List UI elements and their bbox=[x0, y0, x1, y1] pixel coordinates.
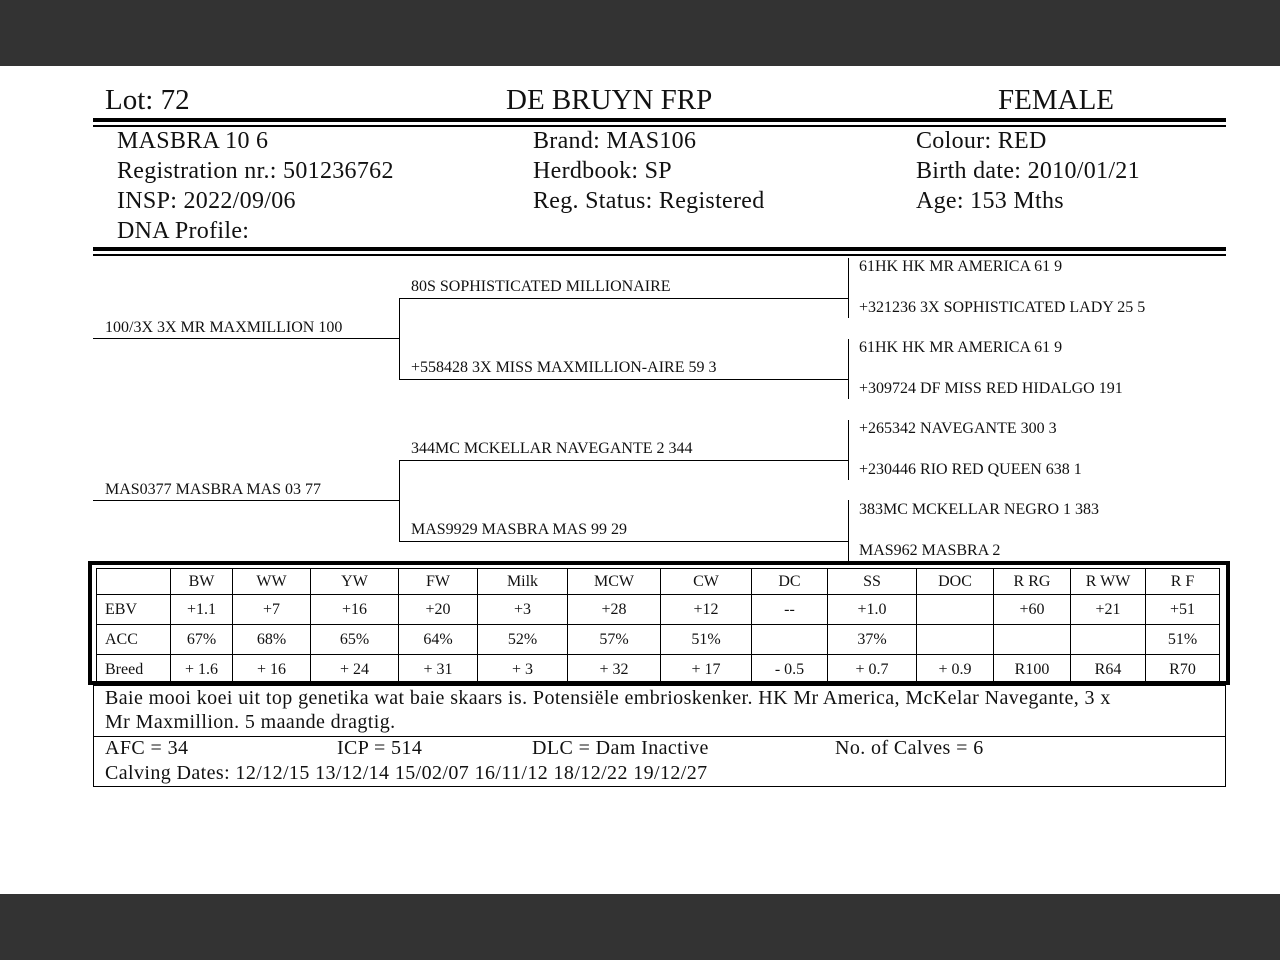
acc-cell: 37% bbox=[828, 625, 917, 655]
ebv-cell: -- bbox=[752, 595, 828, 625]
registration-status: Reg. Status: Registered bbox=[533, 188, 765, 214]
pedigree-great-grandparent: 61HK HK MR AMERICA 61 9 bbox=[859, 258, 1063, 275]
pedigree-great-grandparent: +309724 DF MISS RED HIDALGO 191 bbox=[859, 380, 1123, 397]
breed-cell: + 32 bbox=[568, 655, 661, 685]
ebv-cell: +1.1 bbox=[171, 595, 233, 625]
breed-cell: R70 bbox=[1146, 655, 1220, 685]
brand: Brand: MAS106 bbox=[533, 128, 697, 154]
ebv-cell: +20 bbox=[399, 595, 478, 625]
header-rule-thin bbox=[93, 125, 1226, 127]
breed-cell: + 16 bbox=[233, 655, 311, 685]
ebv-header-cell: CW bbox=[661, 569, 752, 595]
pedigree-dam-dam: MAS9929 MASBRA MAS 99 29 bbox=[411, 521, 628, 538]
acc-row bbox=[97, 625, 1220, 655]
breed-row-label: Breed bbox=[97, 655, 171, 685]
acc-cell: 68% bbox=[233, 625, 311, 655]
ebv-cell: +28 bbox=[568, 595, 661, 625]
info-rule-thin bbox=[93, 254, 1226, 256]
pedigree-great-grandparent: +265342 NAVEGANTE 300 3 bbox=[859, 420, 1057, 437]
breed-cell: - 0.5 bbox=[752, 655, 828, 685]
breed-cell: + 0.9 bbox=[917, 655, 994, 685]
ebv-header-cell: BW bbox=[171, 569, 233, 595]
ebv-cell: +3 bbox=[478, 595, 568, 625]
top-letterbox-bar bbox=[0, 0, 1280, 66]
pedigree-sire-sire: 80S SOPHISTICATED MILLIONAIRE bbox=[411, 278, 671, 295]
sex-label: FEMALE bbox=[998, 84, 1114, 116]
dna-profile: DNA Profile: bbox=[117, 218, 250, 244]
acc-cell: 52% bbox=[478, 625, 568, 655]
ebv-header-row bbox=[97, 569, 1220, 595]
info-rule-thick bbox=[93, 247, 1226, 251]
acc-cell: 64% bbox=[399, 625, 478, 655]
ebv-cell: +16 bbox=[311, 595, 399, 625]
comment-line-2: Mr Maxmillion. 5 maande dragtig. bbox=[105, 711, 396, 733]
pedigree-great-grandparent: 61HK HK MR AMERICA 61 9 bbox=[859, 339, 1063, 356]
breed-cell: + 0.7 bbox=[828, 655, 917, 685]
ebv-header-cell: DOC bbox=[917, 569, 994, 595]
ebv-cell: +1.0 bbox=[828, 595, 917, 625]
ebv-cell: +12 bbox=[661, 595, 752, 625]
ebv-header-cell: Milk bbox=[478, 569, 568, 595]
dlc-value: DLC = Dam Inactive bbox=[532, 737, 709, 759]
pedigree-sire-dam: +558428 3X MISS MAXMILLION-AIRE 59 3 bbox=[411, 359, 717, 376]
lot-number: Lot: 72 bbox=[105, 84, 190, 116]
icp-value: ICP = 514 bbox=[337, 737, 423, 759]
calving-dates: Calving Dates: 12/12/15 13/12/14 15/02/07 16/11/12 18/12/22 19/12/27 bbox=[105, 762, 708, 784]
breed-cell: R64 bbox=[1071, 655, 1146, 685]
ebv-header-cell: YW bbox=[311, 569, 399, 595]
age: Age: 153 Mths bbox=[916, 188, 1064, 214]
comment-line-1: Baie mooi koei uit top genetika wat baie skaars is. Potensiële embrioskenker. HK Mr America, McKelar Navegante, 3 x bbox=[105, 687, 1111, 709]
herdbook: Herdbook: SP bbox=[533, 158, 672, 184]
ebv-header-cell: FW bbox=[399, 569, 478, 595]
acc-cell bbox=[752, 625, 828, 655]
animal-name: MASBRA 10 6 bbox=[117, 128, 269, 154]
ebv-cell bbox=[917, 595, 994, 625]
ebv-header-cell: SS bbox=[828, 569, 917, 595]
afc-value: AFC = 34 bbox=[105, 737, 189, 759]
breed-row bbox=[97, 655, 1220, 685]
pedigree-dam-sire: 344MC MCKELLAR NAVEGANTE 2 344 bbox=[411, 440, 693, 457]
acc-cell bbox=[1071, 625, 1146, 655]
breed-cell: + 24 bbox=[311, 655, 399, 685]
number-of-calves: No. of Calves = 6 bbox=[835, 737, 984, 759]
pedigree-great-grandparent: MAS962 MASBRA 2 bbox=[859, 542, 1001, 559]
acc-cell: 51% bbox=[661, 625, 752, 655]
breed-cell: + 3 bbox=[478, 655, 568, 685]
breed-cell: + 17 bbox=[661, 655, 752, 685]
colour: Colour: RED bbox=[916, 128, 1047, 154]
ebv-cell: +7 bbox=[233, 595, 311, 625]
acc-cell: 65% bbox=[311, 625, 399, 655]
ebv-header-cell: MCW bbox=[568, 569, 661, 595]
insp-date: INSP: 2022/09/06 bbox=[117, 188, 296, 214]
acc-cell bbox=[917, 625, 994, 655]
acc-row-label: ACC bbox=[97, 625, 171, 655]
pedigree-great-grandparent: +230446 RIO RED QUEEN 638 1 bbox=[859, 461, 1082, 478]
ebv-cell: +60 bbox=[994, 595, 1071, 625]
breed-cell: R100 bbox=[994, 655, 1071, 685]
bottom-letterbox-bar bbox=[0, 894, 1280, 960]
acc-cell: 57% bbox=[568, 625, 661, 655]
pedigree-great-grandparent: +321236 3X SOPHISTICATED LADY 25 5 bbox=[859, 299, 1146, 316]
ebv-header-cell: R WW bbox=[1071, 569, 1146, 595]
ebv-header-cell: R RG bbox=[994, 569, 1071, 595]
ebv-cell: +51 bbox=[1146, 595, 1220, 625]
ebv-row bbox=[97, 595, 1220, 625]
breeder-name: DE BRUYN FRP bbox=[506, 84, 713, 116]
ebv-cell: +21 bbox=[1071, 595, 1146, 625]
breed-cell: + 31 bbox=[399, 655, 478, 685]
pedigree-sire: 100/3X 3X MR MAXMILLION 100 bbox=[105, 319, 343, 336]
ebv-header-cell bbox=[97, 569, 171, 595]
breed-cell: + 1.6 bbox=[171, 655, 233, 685]
acc-cell bbox=[994, 625, 1071, 655]
pedigree-dam: MAS0377 MASBRA MAS 03 77 bbox=[105, 481, 322, 498]
ebv-row-label: EBV bbox=[97, 595, 171, 625]
birth-date: Birth date: 2010/01/21 bbox=[916, 158, 1140, 184]
ebv-header-cell: DC bbox=[752, 569, 828, 595]
acc-cell: 67% bbox=[171, 625, 233, 655]
ebv-header-cell: R F bbox=[1146, 569, 1220, 595]
ebv-table bbox=[96, 568, 1220, 685]
header-rule-thick bbox=[93, 118, 1226, 122]
ebv-header-cell: WW bbox=[233, 569, 311, 595]
pedigree-great-grandparent: 383MC MCKELLAR NEGRO 1 383 bbox=[859, 501, 1100, 518]
registration-number: Registration nr.: 501236762 bbox=[117, 158, 394, 184]
acc-cell: 51% bbox=[1146, 625, 1220, 655]
